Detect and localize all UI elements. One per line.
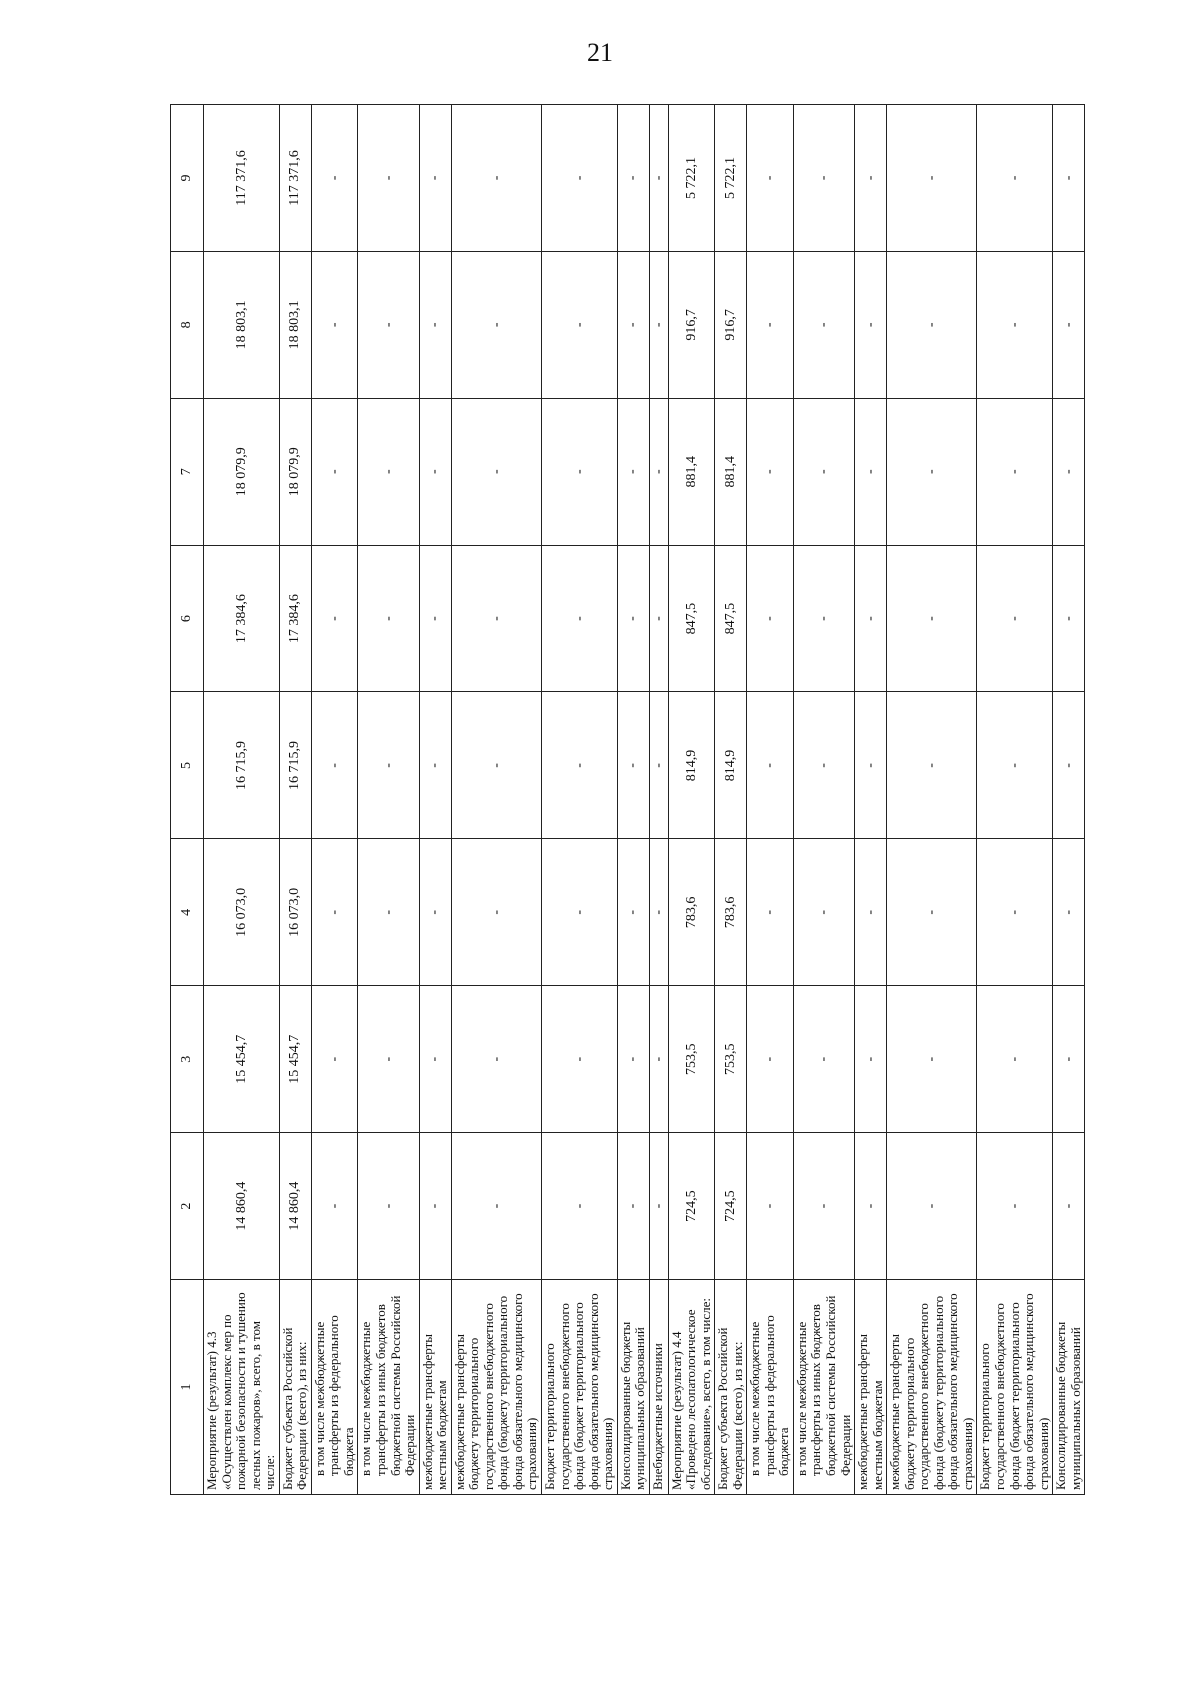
cell-value: - <box>855 398 887 545</box>
table-row <box>419 105 451 1495</box>
cell-value: - <box>311 986 358 1133</box>
cell-value: 15 454,7 <box>204 986 280 1133</box>
table-row <box>855 105 887 1495</box>
cell-value: 783,6 <box>668 839 715 986</box>
cell-value: - <box>311 105 358 252</box>
cell-value: - <box>1053 398 1085 545</box>
cell-value: - <box>542 398 618 545</box>
cell-value: - <box>419 545 451 692</box>
column-header-7: 7 <box>171 398 204 545</box>
row-label: Бюджет субъекта Российской Федерации (всего), из них: <box>715 1280 747 1495</box>
column-header-3: 3 <box>171 986 204 1133</box>
cell-value: - <box>451 398 541 545</box>
row-label: межбюджетные трансферты местным бюджетам <box>419 1280 451 1495</box>
cell-value: - <box>649 545 668 692</box>
cell-value: - <box>542 545 618 692</box>
cell-value: - <box>887 986 977 1133</box>
row-label: межбюджетные трансферты бюджету территориального государственного внебюджетного фонда (бюджету территориального фонда обязательного медицинского страхования) <box>451 1280 541 1495</box>
cell-value: 916,7 <box>668 251 715 398</box>
cell-value: - <box>451 986 541 1133</box>
cell-value: 16 715,9 <box>279 692 311 839</box>
cell-value: 847,5 <box>668 545 715 692</box>
cell-value: - <box>617 545 649 692</box>
cell-value: 724,5 <box>715 1133 747 1280</box>
cell-value: - <box>542 839 618 986</box>
table-row <box>279 105 311 1495</box>
table-row <box>204 105 280 1495</box>
cell-value: - <box>617 986 649 1133</box>
cell-value: 16 073,0 <box>204 839 280 986</box>
row-label: в том числе межбюджетные трансферты из иных бюджетов бюджетной системы Российской Федерации <box>793 1280 854 1495</box>
cell-value: 14 860,4 <box>279 1133 311 1280</box>
cell-value: - <box>747 251 794 398</box>
table-row <box>358 105 419 1495</box>
cell-value: 16 715,9 <box>204 692 280 839</box>
page-number: 21 <box>587 38 613 67</box>
cell-value: - <box>419 398 451 545</box>
row-label: Бюджет субъекта Российской Федерации (всего), из них: <box>279 1280 311 1495</box>
cell-value: - <box>649 986 668 1133</box>
table-row <box>887 105 977 1495</box>
cell-value: 15 454,7 <box>279 986 311 1133</box>
row-label: в том числе межбюджетные трансферты из федерального бюджета <box>311 1280 358 1495</box>
cell-value: - <box>451 545 541 692</box>
cell-value: - <box>793 545 854 692</box>
cell-value: 5 722,1 <box>715 105 747 252</box>
column-header-9: 9 <box>171 105 204 252</box>
cell-value: - <box>649 105 668 252</box>
table-row <box>451 105 541 1495</box>
cell-value: - <box>1053 105 1085 252</box>
cell-value: - <box>855 692 887 839</box>
cell-value: - <box>977 105 1053 252</box>
cell-value: 14 860,4 <box>204 1133 280 1280</box>
cell-value: 117 371,6 <box>204 105 280 252</box>
cell-value: 881,4 <box>668 398 715 545</box>
cell-value: - <box>855 1133 887 1280</box>
cell-value: - <box>887 839 977 986</box>
cell-value: - <box>747 545 794 692</box>
cell-value: 5 722,1 <box>668 105 715 252</box>
cell-value: - <box>451 692 541 839</box>
cell-value: - <box>977 692 1053 839</box>
cell-value: - <box>419 839 451 986</box>
cell-value: 18 803,1 <box>204 251 280 398</box>
cell-value: 17 384,6 <box>279 545 311 692</box>
cell-value: - <box>451 251 541 398</box>
cell-value: - <box>311 251 358 398</box>
cell-value: - <box>1053 1133 1085 1280</box>
cell-value: - <box>793 1133 854 1280</box>
cell-value: - <box>747 692 794 839</box>
table-row <box>649 105 668 1495</box>
cell-value: - <box>451 1133 541 1280</box>
cell-value: 916,7 <box>715 251 747 398</box>
cell-value: - <box>793 105 854 252</box>
cell-value: - <box>977 545 1053 692</box>
cell-value: - <box>1053 839 1085 986</box>
row-label: Мероприятие (результат) 4.3 «Осуществлен комплекс мер по пожарной безопасности и тушению лесных пожаров», всего, в том числе: <box>204 1280 280 1495</box>
cell-value: - <box>542 251 618 398</box>
cell-value: - <box>649 839 668 986</box>
cell-value: 814,9 <box>668 692 715 839</box>
cell-value: - <box>887 251 977 398</box>
column-header-4: 4 <box>171 839 204 986</box>
cell-value: - <box>855 839 887 986</box>
column-header-8: 8 <box>171 251 204 398</box>
cell-value: 18 803,1 <box>279 251 311 398</box>
cell-value: - <box>747 398 794 545</box>
cell-value: - <box>358 398 419 545</box>
header-row <box>171 105 204 1495</box>
cell-value: - <box>977 1133 1053 1280</box>
cell-value: 753,5 <box>668 986 715 1133</box>
budget-table-container <box>170 105 1083 1495</box>
cell-value: - <box>1053 251 1085 398</box>
cell-value: - <box>311 1133 358 1280</box>
cell-value: - <box>617 398 649 545</box>
cell-value: - <box>617 692 649 839</box>
cell-value: - <box>542 105 618 252</box>
row-label: Бюджет территориального государственного внебюджетного фонда (бюджет территориального фонда обязательного медицинского страхования) <box>977 1280 1053 1495</box>
cell-value: - <box>855 251 887 398</box>
cell-value: 16 073,0 <box>279 839 311 986</box>
cell-value: - <box>358 251 419 398</box>
table-body <box>204 105 1085 1495</box>
column-header-1: 1 <box>171 1280 204 1495</box>
row-label: Внебюджетные источники <box>649 1280 668 1495</box>
cell-value: - <box>793 398 854 545</box>
cell-value: - <box>977 839 1053 986</box>
cell-value: - <box>311 839 358 986</box>
cell-value: - <box>747 839 794 986</box>
cell-value: - <box>855 545 887 692</box>
cell-value: - <box>1053 545 1085 692</box>
cell-value: - <box>887 545 977 692</box>
cell-value: 881,4 <box>715 398 747 545</box>
cell-value: - <box>855 105 887 252</box>
cell-value: - <box>793 839 854 986</box>
cell-value: - <box>542 692 618 839</box>
cell-value: - <box>419 105 451 252</box>
row-label: межбюджетные трансферты бюджету территориального государственного внебюджетного фонда (бюджету территориального фонда обязательного медицинского страхования) <box>887 1280 977 1495</box>
row-label: Консолидированные бюджеты муниципальных образований <box>617 1280 649 1495</box>
cell-value: - <box>419 986 451 1133</box>
cell-value: - <box>311 692 358 839</box>
cell-value: - <box>617 105 649 252</box>
cell-value: - <box>617 839 649 986</box>
cell-value: - <box>887 105 977 252</box>
table-row <box>715 105 747 1495</box>
row-label: Бюджет территориального государственного внебюджетного фонда (бюджет территориального фонда обязательного медицинского страхования) <box>542 1280 618 1495</box>
cell-value: - <box>358 545 419 692</box>
cell-value: - <box>358 105 419 252</box>
cell-value: - <box>977 398 1053 545</box>
cell-value: 18 079,9 <box>279 398 311 545</box>
cell-value: 18 079,9 <box>204 398 280 545</box>
cell-value: - <box>419 692 451 839</box>
cell-value: - <box>793 692 854 839</box>
row-label: в том числе межбюджетные трансферты из федерального бюджета <box>747 1280 794 1495</box>
cell-value: - <box>311 545 358 692</box>
cell-value: 753,5 <box>715 986 747 1133</box>
cell-value: - <box>887 692 977 839</box>
row-label: межбюджетные трансферты местным бюджетам <box>855 1280 887 1495</box>
cell-value: - <box>542 986 618 1133</box>
cell-value: - <box>542 1133 618 1280</box>
cell-value: 724,5 <box>668 1133 715 1280</box>
cell-value: - <box>419 251 451 398</box>
cell-value: - <box>451 839 541 986</box>
cell-value: - <box>649 398 668 545</box>
cell-value: - <box>747 1133 794 1280</box>
cell-value: 847,5 <box>715 545 747 692</box>
cell-value: - <box>977 986 1053 1133</box>
cell-value: - <box>649 251 668 398</box>
cell-value: 117 371,6 <box>279 105 311 252</box>
cell-value: - <box>358 839 419 986</box>
cell-value: - <box>855 986 887 1133</box>
cell-value: 17 384,6 <box>204 545 280 692</box>
table-row <box>542 105 618 1495</box>
cell-value: - <box>977 251 1053 398</box>
cell-value: - <box>887 398 977 545</box>
row-label: в том числе межбюджетные трансферты из иных бюджетов бюджетной системы Российской Федерации <box>358 1280 419 1495</box>
column-header-2: 2 <box>171 1133 204 1280</box>
table-row <box>1053 105 1085 1495</box>
cell-value: - <box>793 251 854 398</box>
cell-value: - <box>747 105 794 252</box>
column-header-5: 5 <box>171 692 204 839</box>
budget-table <box>170 104 1085 1495</box>
cell-value: 814,9 <box>715 692 747 839</box>
cell-value: - <box>1053 692 1085 839</box>
cell-value: - <box>617 1133 649 1280</box>
cell-value: - <box>793 986 854 1133</box>
cell-value: - <box>358 986 419 1133</box>
cell-value: - <box>649 692 668 839</box>
cell-value: - <box>1053 986 1085 1133</box>
table-row <box>668 105 715 1495</box>
cell-value: - <box>419 1133 451 1280</box>
cell-value: - <box>887 1133 977 1280</box>
table-row <box>617 105 649 1495</box>
cell-value: - <box>649 1133 668 1280</box>
table-row <box>747 105 794 1495</box>
column-header-6: 6 <box>171 545 204 692</box>
cell-value: - <box>617 251 649 398</box>
table-row <box>793 105 854 1495</box>
cell-value: - <box>311 398 358 545</box>
table-row <box>311 105 358 1495</box>
cell-value: - <box>358 1133 419 1280</box>
row-label: Мероприятие (результат) 4.4 «Проведено лесопатологическое обследование», всего, в том числе: <box>668 1280 715 1495</box>
cell-value: 783,6 <box>715 839 747 986</box>
row-label: Консолидированные бюджеты муниципальных образований <box>1053 1280 1085 1495</box>
table-row <box>977 105 1053 1495</box>
cell-value: - <box>451 105 541 252</box>
cell-value: - <box>747 986 794 1133</box>
cell-value: - <box>358 692 419 839</box>
